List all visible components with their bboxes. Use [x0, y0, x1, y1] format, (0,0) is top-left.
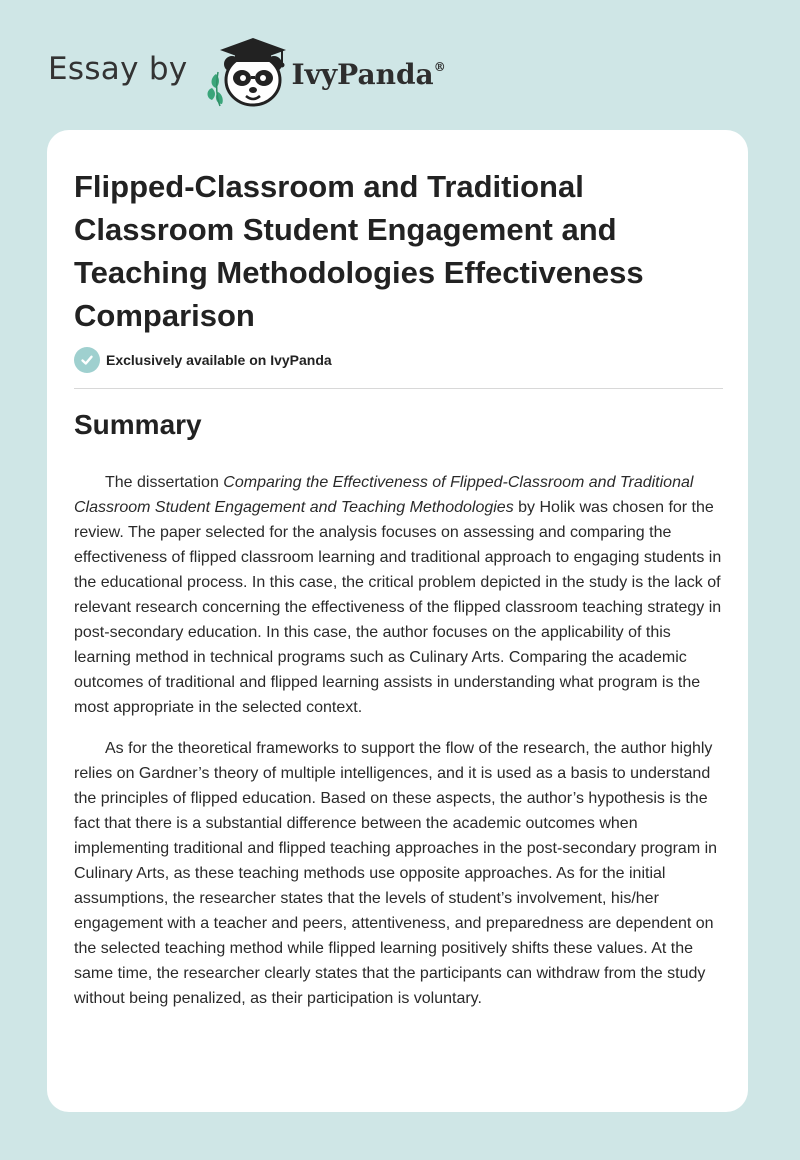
essay-card	[47, 130, 748, 1112]
page-title: Flipped-Classroom and Traditional Classroom Student Engagement and Teaching Methodologies Effectiveness Comparison	[74, 169, 644, 333]
paragraph-1	[74, 470, 724, 720]
essay-by-label: Essay by	[48, 51, 188, 87]
brand-text: IvyPanda	[291, 57, 434, 91]
dissertation-title: Comparing the Effectiveness of Flipped-Classroom and Traditional Classroom Student Engagement and Teaching Methodologies	[74, 474, 694, 516]
check-circle-icon	[74, 347, 100, 373]
site-header	[48, 34, 446, 110]
brand-name[interactable]	[292, 58, 446, 91]
registered-mark: ®	[433, 59, 446, 74]
exclusive-badge	[74, 347, 332, 373]
article-body	[74, 470, 724, 1027]
panda-graduate-icon	[202, 34, 298, 110]
paragraph-1-rest: by Holik was chosen for the review. The paper selected for the analysis focuses on assessing and comparing the effectiveness of flipped classroom learning and traditional approach to engaging students in the educational process. In this case, the critical problem depicted in the study is the lack of relevant research concerning the effectiveness of the flipped classroom teaching strategy in post-secondary education. In this case, the author focuses on the applicability of this learning method in technical programs such as Culinary Arts. Comparing the academic outcomes of traditional and flipped learning assists in understanding what program is the most appropriate in the selected context.	[74, 499, 722, 716]
paragraph-1-lead: The dissertation	[105, 474, 224, 491]
exclusive-badge-label: Exclusively available on IvyPanda	[106, 352, 332, 368]
section-title: Summary	[74, 409, 202, 440]
paragraph-2: As for the theoretical frameworks to support the flow of the research, the author highly relies on Gardner’s theory of multiple intelligences, and it is used as a basis to understand the principles of flipped education. Based on these aspects, the author’s hypothesis is the fact that there is a substantial difference between the academic outcomes when implementing traditional and flipped teaching approaches in the post-secondary program in Culinary Arts, as these teaching methods use opposite approaches. As for the initial assumptions, the researcher states that the levels of student’s involvement, his/her engagement with a teacher and peers, attentiveness, and preparedness are dependent on the selected teaching method while flipped learning positively shifts these values. At the same time, the researcher clearly states that the participants can withdraw from the study without being penalized, as their participation is voluntary.	[74, 740, 718, 1007]
divider	[74, 388, 723, 389]
